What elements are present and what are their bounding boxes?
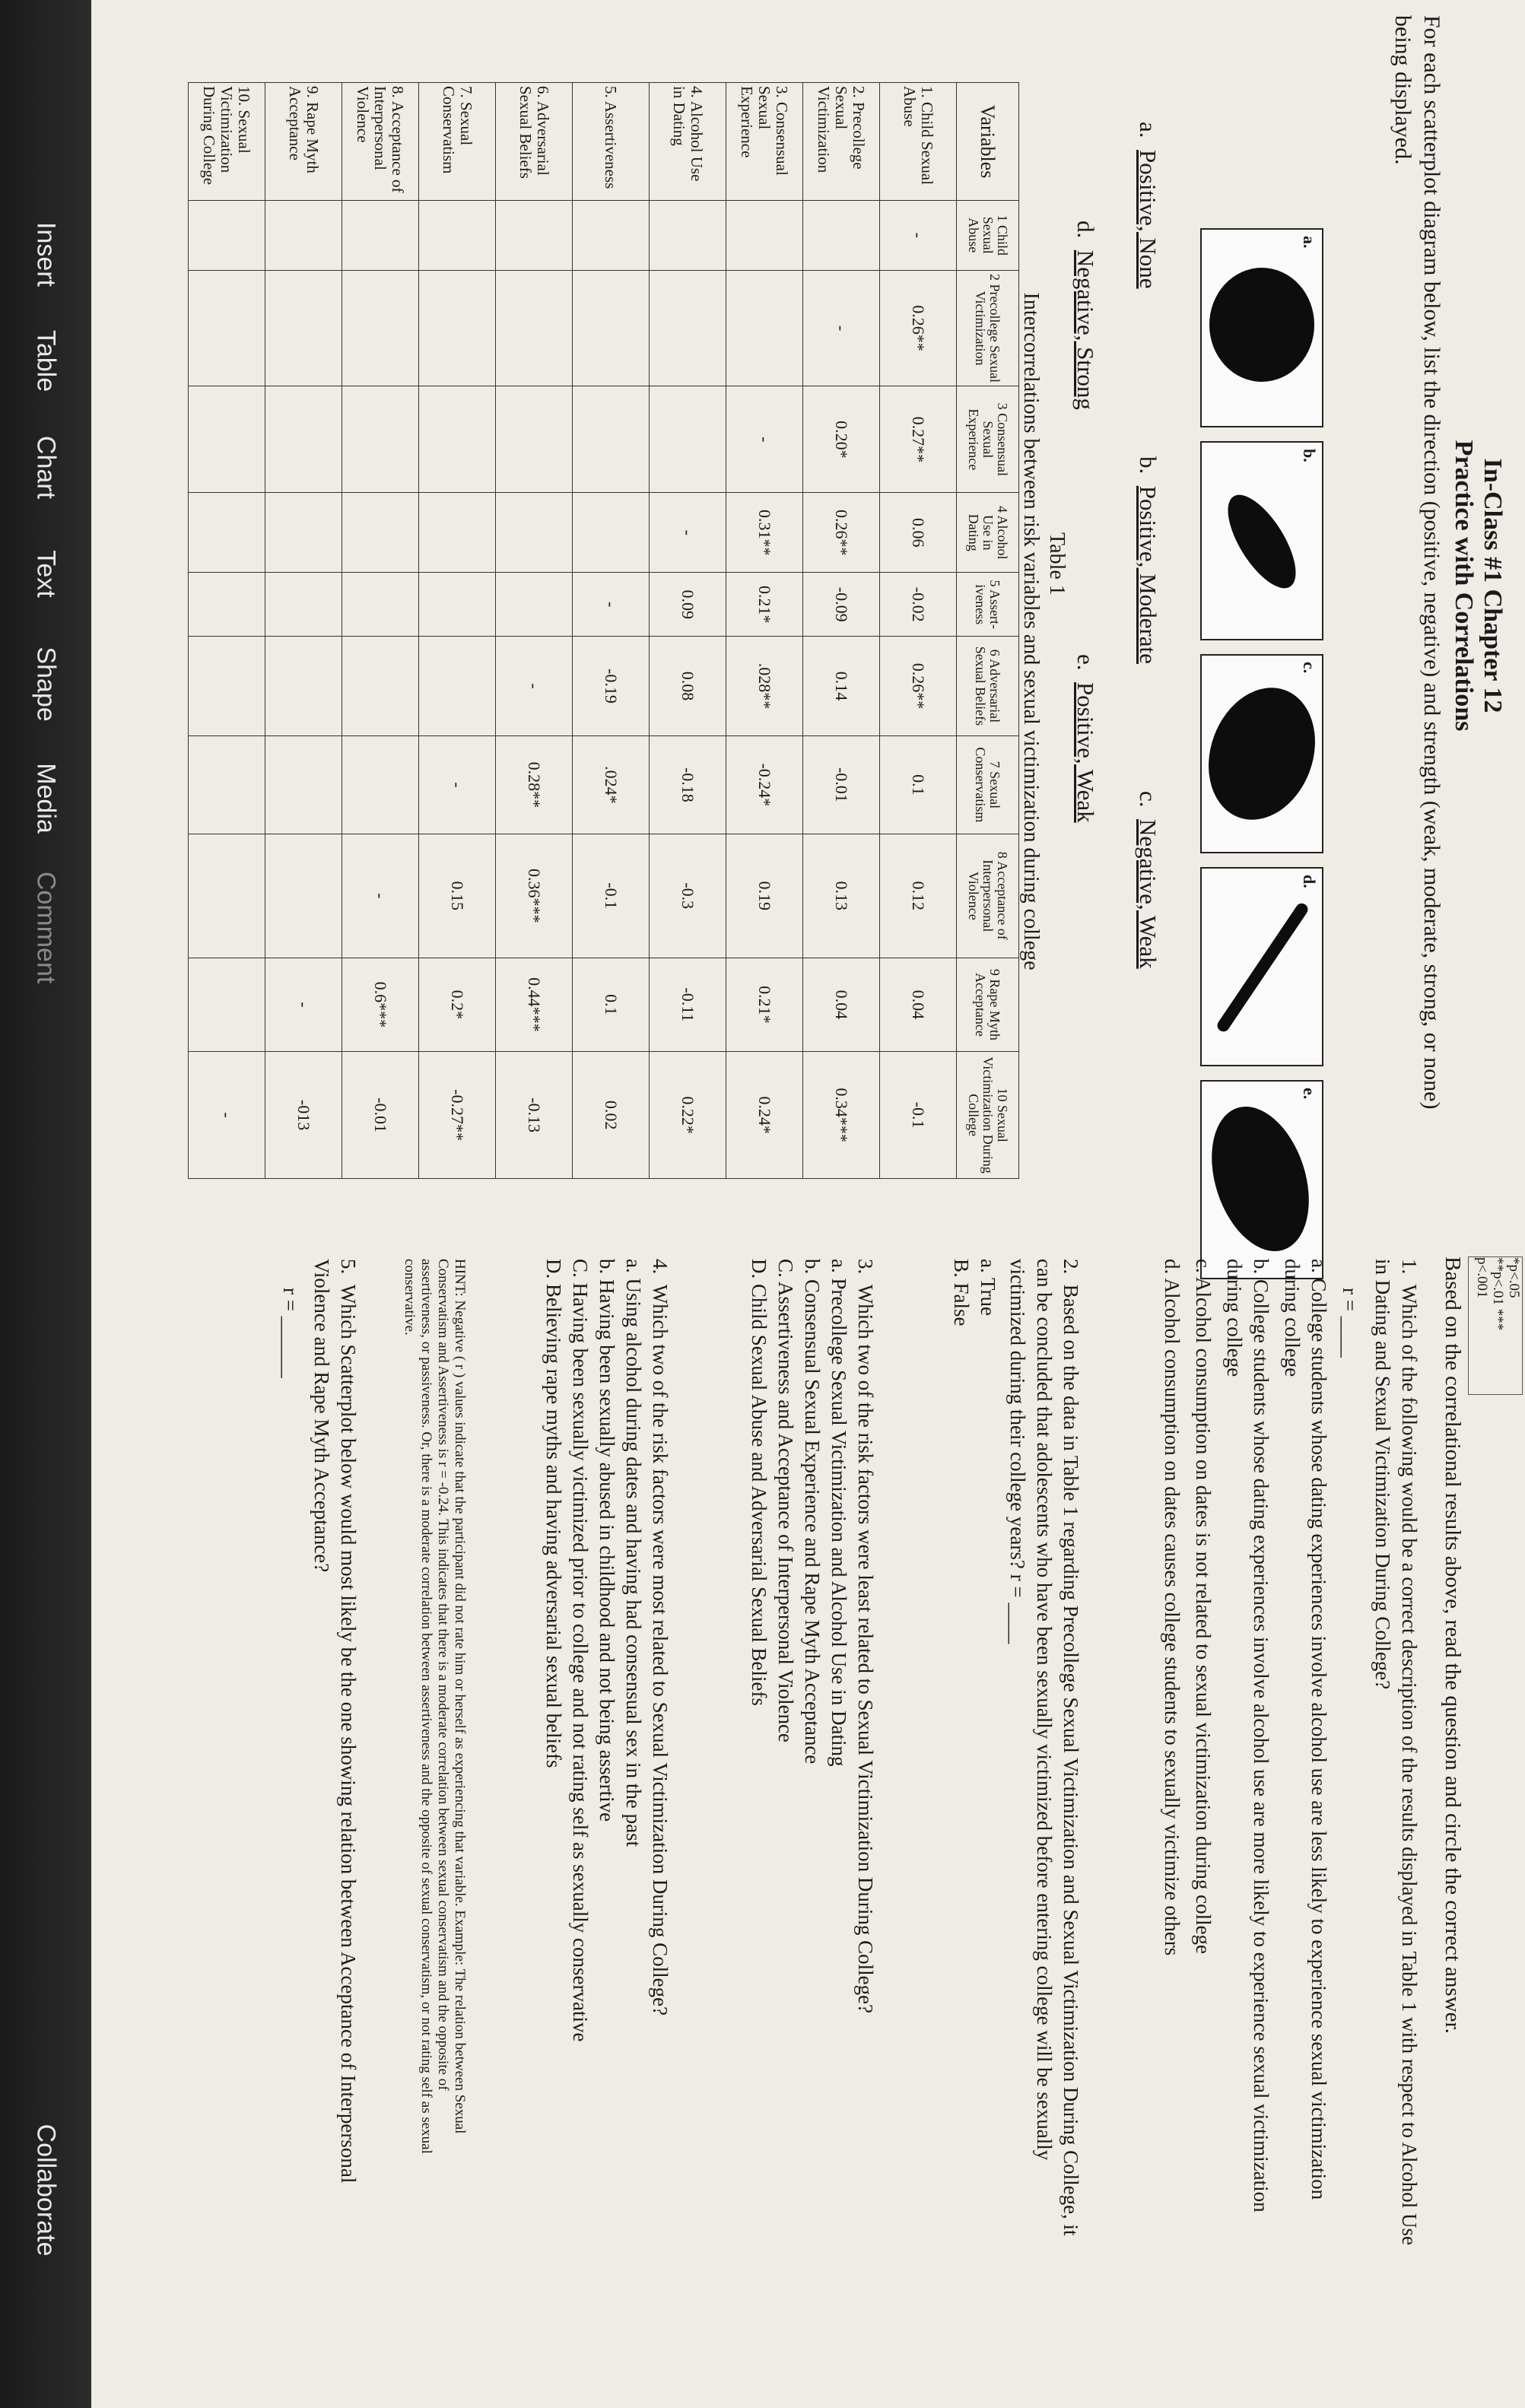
answer-a-value[interactable]: Positive, None xyxy=(1135,150,1161,289)
question-1-option-b[interactable]: b. College students whose dating experiences involve alcohol use are more likely to experience sexual victimization during college xyxy=(1223,1259,1272,2213)
table-cell xyxy=(342,270,419,386)
table-cell: -0.01 xyxy=(803,735,880,834)
table-cell: -0.09 xyxy=(803,573,880,637)
table-cell: -0.18 xyxy=(650,735,726,834)
table-cell xyxy=(265,270,342,386)
table-cell: 0.34*** xyxy=(803,1052,880,1179)
question-4-option-c[interactable]: C. Having been sexually victimized prior to college and not rating self as sexually conservative xyxy=(569,1259,592,2042)
table-cell: 0.22* xyxy=(650,1052,726,1179)
scatterplot-e-letter: e. xyxy=(1300,1088,1319,1100)
table-cell: 0.19 xyxy=(726,834,803,958)
scatterplot-a xyxy=(1200,228,1323,427)
scatterplot-b-letter: b. xyxy=(1300,449,1319,462)
table-header-row xyxy=(957,83,1019,1179)
question-3 xyxy=(745,1259,878,2248)
table-cell xyxy=(496,573,573,637)
table-cell xyxy=(265,735,342,834)
table-cell xyxy=(342,386,419,493)
table-cell: 0.02 xyxy=(573,1052,650,1179)
table-cell: -0.1 xyxy=(880,1052,957,1179)
questions-intro: Based on the correlational results above, read the question and circle the correct answer. xyxy=(1441,1256,1465,2034)
col-header: 6 Adversarial Sexual Beliefs xyxy=(957,636,1019,735)
table-cell xyxy=(496,270,573,386)
table-cell: 0.06 xyxy=(880,493,957,573)
answer-d-value[interactable]: Negative, Strong xyxy=(1072,249,1099,410)
table-cell: 0.44*** xyxy=(496,958,573,1051)
toolbar-insert[interactable]: Insert xyxy=(31,221,61,287)
table-cell xyxy=(265,493,342,573)
table-cell: 0.1 xyxy=(573,958,650,1051)
table-cell: .024* xyxy=(573,735,650,834)
row-label: 6. Adversarial Sexual Beliefs xyxy=(496,83,573,201)
answer-c: c. Negative, Weak xyxy=(1135,791,1161,969)
answer-b: b. Positive, Moderate xyxy=(1135,456,1161,664)
table-cell xyxy=(342,636,419,735)
scatterplot-b xyxy=(1200,441,1323,640)
table-cell xyxy=(650,270,726,386)
table-cell: 0.36*** xyxy=(496,834,573,958)
hint-text: HINT: Negative ( r ) values indicate that the participant did not rate him or herself as experiencing that variable. Example: The relation between Sexual Conservatism and Assertiveness is r = -0.24. This indicates that there is a moderate correlation between sexual conservatism and the opposite of assertiveness, or passiveness. Or, there is a moderate correlation between assertiveness and the opposite of sexual conservatism, or not rating self as sexual conservative. xyxy=(402,1259,468,2154)
question-5-r-field[interactable]: r = ______ xyxy=(279,1288,302,1378)
question-2-option-b[interactable]: B. False xyxy=(950,1259,973,1326)
pvalue-line: *p<.05 xyxy=(1506,1257,1522,1298)
col-header: 5 Assert- iveness xyxy=(957,573,1019,637)
table-cell: - xyxy=(419,735,496,834)
table-cell: 0.28** xyxy=(496,735,573,834)
table-row xyxy=(573,83,650,1179)
question-5 xyxy=(277,1259,361,2248)
col-header: 8 Acceptance of Interpersonal Violence xyxy=(957,834,1019,958)
table-cell: -0.01 xyxy=(342,1052,419,1179)
table-cell xyxy=(189,735,265,834)
question-2-option-a[interactable]: a. True xyxy=(977,1259,999,1317)
scatter-cloud-c xyxy=(1191,672,1333,834)
table-label: Table 1 xyxy=(1045,532,1069,596)
table-cell: - xyxy=(726,386,803,493)
question-3-option-c[interactable]: C. Assertiveness and Acceptance of Interpersonal Violence xyxy=(774,1259,797,1742)
table-row xyxy=(342,83,419,1179)
row-label: 8. Acceptance of Interpersonal Violence xyxy=(342,83,419,201)
table-cell: 0.31** xyxy=(726,493,803,573)
row-label: 7. Sexual Conservatism xyxy=(419,83,496,201)
table-cell: 0.26** xyxy=(880,270,957,386)
table-cell: 0.27** xyxy=(880,386,957,493)
table-cell xyxy=(265,834,342,958)
pvalue-note xyxy=(1468,1256,1523,1395)
question-4-option-b[interactable]: b. Having been sexually abused in childhood and not being assertive xyxy=(596,1259,618,1822)
table-cell xyxy=(419,493,496,573)
question-1-option-c[interactable]: c. Alcohol consumption on dates is not related to sexual victimization during college xyxy=(1192,1259,1215,1955)
table-cell xyxy=(189,386,265,493)
table-cell xyxy=(650,201,726,271)
col-header: 3 Consensual Sexual Experience xyxy=(957,386,1019,493)
table-row xyxy=(650,83,726,1179)
table-row xyxy=(726,83,803,1179)
question-2-text: 2. Based on the data in Table 1 regarding Precollege Sexual Victimization and Sexual Victimization During College, it can be concluded that adolescents who have been sexually victimized before entering college will be sexually victimized during their college years? r = ____ xyxy=(1006,1259,1082,2236)
table-cell: - xyxy=(803,270,880,386)
answer-d: d. Negative, Strong xyxy=(1072,221,1099,410)
scatter-cloud-e xyxy=(1195,1094,1326,1264)
table-cell xyxy=(726,270,803,386)
col-header: 10 Sexual Victimization During College xyxy=(957,1052,1019,1179)
toolbar-chart[interactable]: Chart xyxy=(31,435,61,500)
col-header: 1 Child Sexual Abuse xyxy=(957,201,1019,271)
table-cell xyxy=(419,573,496,637)
table-cell xyxy=(726,201,803,271)
table-cell xyxy=(265,386,342,493)
table-row xyxy=(803,83,880,1179)
table-cell: 0.08 xyxy=(650,636,726,735)
row-label: 5. Assertiveness xyxy=(573,83,650,201)
row-label: 9. Rape Myth Acceptance xyxy=(265,83,342,201)
toolbar-table[interactable]: Table xyxy=(31,329,61,392)
scatter-cloud-b xyxy=(1215,484,1308,598)
row-label: 1. Child Sexual Abuse xyxy=(880,83,957,201)
pvalue-line: p<.001 xyxy=(1474,1257,1490,1298)
table-cell: 0.12 xyxy=(880,834,957,958)
table-cell: - xyxy=(342,834,419,958)
table-cell xyxy=(265,201,342,271)
table-cell: -0.11 xyxy=(650,958,726,1051)
question-3-option-a[interactable]: a. Precollege Sexual Victimization and Alcohol Use in Dating xyxy=(828,1259,850,1767)
scatterplot-c-letter: c. xyxy=(1300,662,1319,674)
table-cell: -0.27** xyxy=(419,1052,496,1179)
table-cell xyxy=(265,636,342,735)
table-cell: 0.15 xyxy=(419,834,496,958)
worksheet-title: In-Class #1 Chapter 12 xyxy=(1479,458,1507,713)
table-cell xyxy=(342,573,419,637)
table-cell: 0.2* xyxy=(419,958,496,1051)
table-cell xyxy=(496,201,573,271)
question-1-text: 1. Which of the following would be a correct description of the results displayed in Table 1 with respect to Alcohol Use in Dating and Sexual Victimization During College? xyxy=(1371,1259,1421,2246)
table-cell xyxy=(342,201,419,271)
table-cell xyxy=(189,834,265,958)
scatterplot-d xyxy=(1200,867,1323,1066)
table-cell xyxy=(342,735,419,834)
table-cell xyxy=(189,270,265,386)
scatter-cloud-d xyxy=(1215,901,1310,1034)
table-caption: Intercorrelations between risk variables and sexual victimization during college xyxy=(1019,292,1043,971)
table-body xyxy=(189,83,957,1179)
question-2 xyxy=(948,1259,1084,2248)
table-cell: 0.26** xyxy=(880,636,957,735)
table-cell: 0.24* xyxy=(726,1052,803,1179)
toolbar-text[interactable]: Text xyxy=(31,550,61,598)
table-cell: 0.1 xyxy=(880,735,957,834)
question-4-text: 4. Which two of the risk factors were most related to Sexual Victimization During College? xyxy=(649,1259,672,2016)
table-cell: -0.1 xyxy=(573,834,650,958)
table-cell: -0.02 xyxy=(880,573,957,637)
table-row xyxy=(265,83,342,1179)
answer-c-value[interactable]: Negative, Weak xyxy=(1135,819,1161,969)
table-row xyxy=(496,83,573,1179)
answer-e-value[interactable]: Positive, Weak xyxy=(1072,682,1099,823)
table-row xyxy=(189,83,265,1179)
table-cell xyxy=(803,201,880,271)
question-3-option-d[interactable]: D. Child Sexual Abuse and Adversarial Sexual Beliefs xyxy=(748,1259,770,1706)
table-cell xyxy=(573,201,650,271)
col-header: 2 Precollege Sexual Victimization xyxy=(957,270,1019,386)
worksheet-subtitle: Practice with Correlations xyxy=(1450,440,1478,732)
table-cell: 0.6*** xyxy=(342,958,419,1051)
col-header: 9 Rape Myth Acceptance xyxy=(957,958,1019,1051)
table-cell xyxy=(496,493,573,573)
toolbar-shape[interactable]: Shape xyxy=(31,646,61,722)
document-area xyxy=(91,0,1525,2408)
table-cell: - xyxy=(880,201,957,271)
table-cell: - xyxy=(573,573,650,637)
pvalue-line: **p<.01 *** xyxy=(1490,1257,1506,1331)
table-cell: - xyxy=(265,958,342,1051)
table-cell: 0.13 xyxy=(803,834,880,958)
question-4-option-a[interactable]: a. Using alcohol during dates and having had consensual sex in the past xyxy=(622,1259,645,1847)
table-cell: - xyxy=(496,636,573,735)
table-cell xyxy=(419,386,496,493)
question-3-option-b[interactable]: b. Consensual Sexual Experience and Rape Myth Acceptance xyxy=(801,1259,824,1765)
col-header: 7 Sexual Conservatism xyxy=(957,735,1019,834)
row-label: 10. Sexual Victimization During College xyxy=(189,83,265,201)
table-cell: - xyxy=(650,493,726,573)
table-cell xyxy=(496,386,573,493)
table-cell: -0.13 xyxy=(496,1052,573,1179)
scatterplot-a-letter: a. xyxy=(1300,236,1319,249)
scatterplot-d-letter: d. xyxy=(1300,875,1319,888)
answer-b-value[interactable]: Positive, Moderate xyxy=(1135,485,1161,664)
scatterplot-c xyxy=(1200,654,1323,853)
row-label: 2. Precollege Sexual Victimization xyxy=(803,83,880,201)
table-cell xyxy=(650,386,726,493)
table-cell xyxy=(189,573,265,637)
table-cell: 0.26** xyxy=(803,493,880,573)
worksheet-page xyxy=(91,0,1525,2408)
table-cell xyxy=(573,270,650,386)
question-1-r-field[interactable]: r = ____ xyxy=(1339,1288,1361,1358)
table-cell: 0.14 xyxy=(803,636,880,735)
table-cell xyxy=(189,636,265,735)
question-1-option-a[interactable]: a. College students whose dating experiences involve alcohol use are less likely to experience sexual victimization during college xyxy=(1281,1259,1330,2200)
instructions: For each scatterplot diagram below, list the direction (positive, negative) and strength (weak, moderate, strong, or none) being displayed. xyxy=(1390,15,1444,1110)
table-cell xyxy=(573,386,650,493)
app-toolbar xyxy=(0,0,91,2408)
table-cell: 0.04 xyxy=(803,958,880,1051)
table-cell xyxy=(419,636,496,735)
table-cell: -0.3 xyxy=(650,834,726,958)
table-cell xyxy=(265,573,342,637)
table-cell xyxy=(419,270,496,386)
table-corner: Variables xyxy=(957,83,1019,201)
toolbar-media[interactable]: Media xyxy=(31,763,61,834)
table-cell xyxy=(342,493,419,573)
table-cell xyxy=(189,958,265,1051)
toolbar-comment[interactable]: Comment xyxy=(31,871,61,984)
table-cell: 0.21* xyxy=(726,958,803,1051)
table-cell: -013 xyxy=(265,1052,342,1179)
answer-a: a. Positive, None xyxy=(1135,122,1161,289)
scatter-cloud-a xyxy=(1209,268,1314,382)
table-cell: - xyxy=(189,1052,265,1179)
row-label: 3. Consensual Sexual Experience xyxy=(726,83,803,201)
scatterplot-e xyxy=(1200,1080,1323,1279)
table-cell xyxy=(573,493,650,573)
table-cell: .028** xyxy=(726,636,803,735)
table-cell: 0.09 xyxy=(650,573,726,637)
question-4-option-d[interactable]: D. Believing rape myths and having adversarial sexual beliefs xyxy=(542,1259,565,1768)
question-1-option-d[interactable]: d. Alcohol consumption on dates causes college students to sexually victimize others xyxy=(1161,1259,1183,1956)
col-header: 4 Alcohol Use in Dating xyxy=(957,493,1019,573)
table-cell: 0.20* xyxy=(803,386,880,493)
table-cell: 0.04 xyxy=(880,958,957,1051)
row-label: 4. Alcohol Use in Dating xyxy=(650,83,726,201)
question-3-text: 3. Which two of the risk factors were least related to Sexual Victimization During College? xyxy=(854,1259,877,2014)
table-cell xyxy=(189,493,265,573)
table-cell: -0.19 xyxy=(573,636,650,735)
table-cell: 0.21* xyxy=(726,573,803,637)
table-row xyxy=(880,83,957,1179)
answer-e: e. Positive, Weak xyxy=(1072,654,1099,823)
correlation-table xyxy=(188,82,1019,1179)
question-4 xyxy=(540,1259,673,2248)
question-1 xyxy=(1158,1259,1422,2248)
question-5-text: 5. Which Scatterplot below would most likely be the one showing relation between Acceptance of Interpersonal Violence and Rape Myth Acceptance? xyxy=(310,1259,360,2184)
table-cell: -0.24* xyxy=(726,735,803,834)
toolbar-collaborate[interactable]: Collaborate xyxy=(31,2124,61,2257)
table-cell xyxy=(189,201,265,271)
table-cell xyxy=(419,201,496,271)
table-row xyxy=(419,83,496,1179)
